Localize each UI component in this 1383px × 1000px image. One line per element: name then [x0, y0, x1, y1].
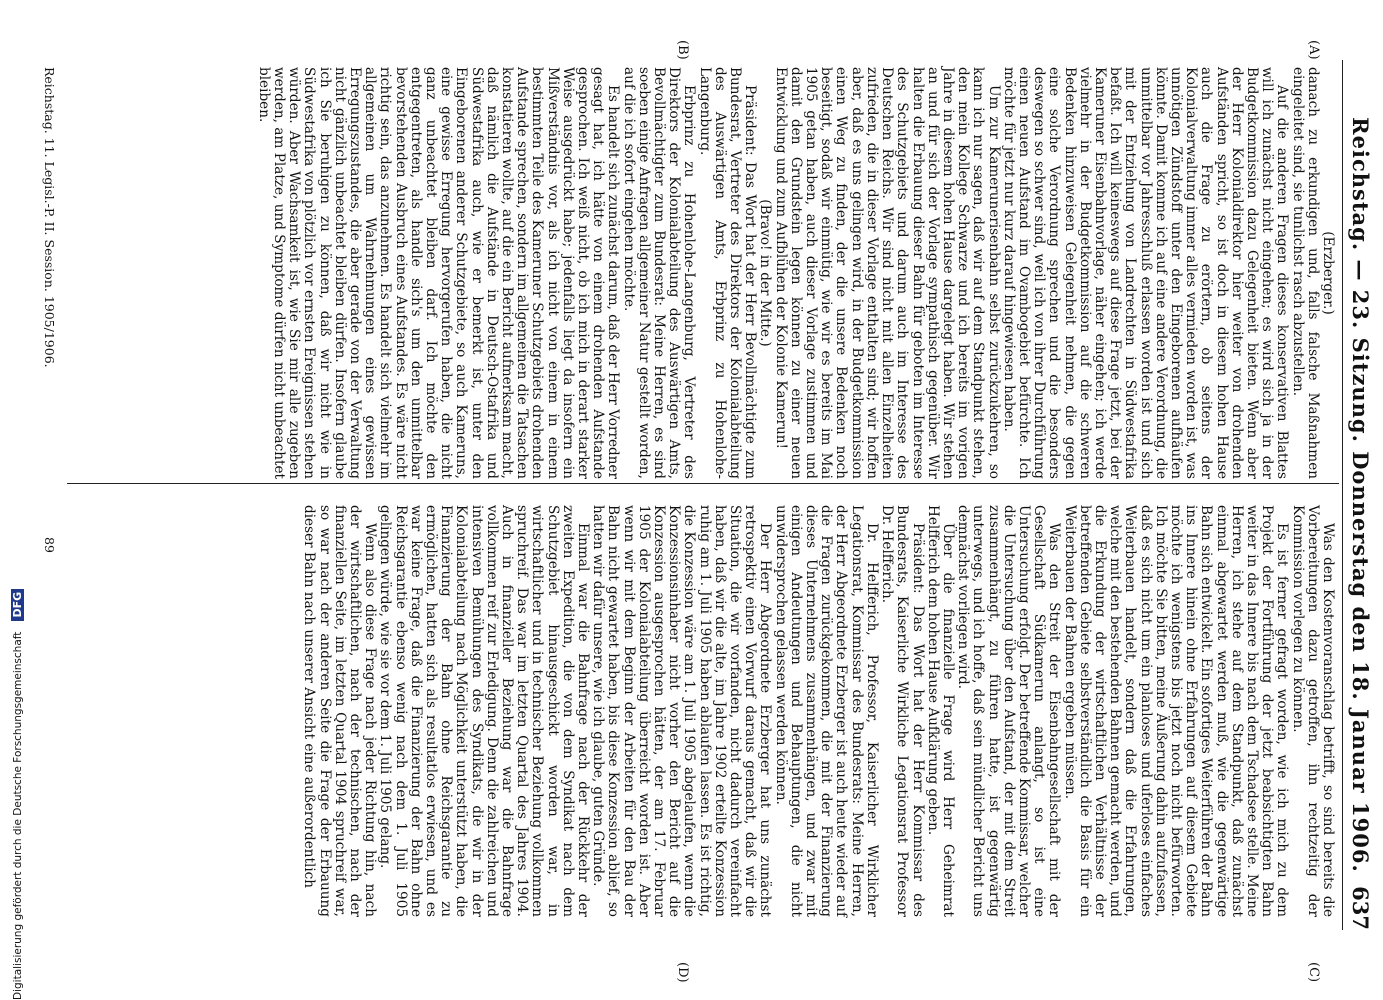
- page-number: 637: [1348, 886, 1374, 930]
- paragraph: Es ist ferner gefragt worden, wie ich mich zu dem Projekt der Fortführung der jetzt beabsichtigten Bahn weiter in das Innere bis nach dem Tschadsee stelle. Meine Herren, ich stehe auf dem Standpunkt, daß zunächst einmal abgewartet werden muß, wie die gegenwärtige Bahn sich entwickelt. Ein sofortiges Weiterführen der Bahn ins Innere hinein ohne Erfahrungen auf diesem Gebiete möchte ich wenigstens bis jetzt noch nicht befürworten. Ich möchte Sie bitten, meine Äußerung dahin aufzufassen, daß es sich nicht um ein planloses und uferloses einfaches Weiterbauen handelt, sondern daß die Erfahrungen, welche mit den bestehenden Bahnen gemacht werden, und die Erkundung der wirtschaftlichen Verhältnisse der betreffenden Gebiete selbstverständlich die Basis für ein Weiterbauen der Bahnen ergeben müssen.: [1061, 505, 1291, 917]
- paragraph: Einmal war die Bahnfrage nach der Rückkehr der zweiten Expedition, die von dem Syndikat nach dem Schutzgebiet hinausgeschickt worden war, in wirtschaftlicher und in technischer Beziehung vollkommen spruchreif. Das war im letzten Quartal des Jahres 1904. Auch in finanzieller Beziehung war die Bahnfrage vollkommen reif zur Erledigung. Denn die zahlreichen und intensiven Bemühungen des Syndikats, die wir in der Kolonialabteilung nach Möglichkeit unterstützt haben, die Finanzierung der Bahn ohne Reichsgarantie zu ermöglichen, hatten sich als resultatlos erwiesen, und es war keine Frage, daß die Finanzierung der Bahn ohne Reichsgarantie ebenso wenig nach dem 1. Juli 1905 gelingen würde, wie sie vor dem 1. Juli 1905 gelang.: [377, 505, 592, 917]
- paragraph: Auf die anderen Fragen dieses konservativen Blattes will ich zunächst nicht eingehen; es wird sich ja in der Budgetkommission dazu Gelegenheit bieten. Wenn aber der Herr Kolonialdirektor hier weiter von drohenden Aufständen spricht, so ist doch in diesem hohen Hause auch die Frage zu erörtern, ob seitens der Kolonialverwaltung immer alles vermieden worden ist, was unnötigen Zündstoff unter den Eingeborenen aufhäufen könnte. Damit komme ich auf eine andere Verordnung, die unmittelbar vor Jahresschluß erlassen worden ist und sich mit der Entziehung von Landrechten in Südwestafrika befaßt. Ich will keineswegs auf diese Frage jetzt, bei der Kameruner Eisenbahnvorlage, näher eingehen; ich werde vielmehr in der Budgetkommission auf die schweren Bedenken hinzuweisen Gelegenheit nehmen, die gegen eine solche Verordnung sprechen und die besonders deswegen so schwer sind, weil ich von ihrer Durchführung einen neuen Aufstand im Ovambogebiet befürchte. Ich möchte für jetzt nur kurz darauf hingewiesen haben.: [1000, 67, 1291, 479]
- left-column: [256, 67, 1335, 479]
- paragraph: Um zur Kamerunerisenbahn selbst zurückzukehren, so kann ich nur sagen, daß wir auf dem Standpunkt stehen, den mein Kollege Schwarze und ich bereits im vorigen Jahre in diesem hohen Hause dargelegt haben. Wir stehen an und für sich der Vorlage sympathisch gegenüber. Wir halten die Erbauung dieser Bahn für geboten im Interesse des Schutzgebiets und darum auch im Interesse des Deutschen Reichs. Wir sind nicht mit allen Einzelheiten zufrieden, die in dieser Vorlage enthalten sind; wir hoffen aber, daß es uns gelingen wird, in der Budgetkommission einen Weg zu finden, der die unsere Bedenken noch beseitigt, sodaß wir einmütig, wie wir es bereits im Mai 1905 getan haben, auch dieser Vorlage zustimmen und damit den Grundstein legen können zu einer neuen Entwicklung und zum Aufblühen der Kolonie Kamerun!: [772, 67, 1002, 479]
- footer-session: Reichstag. 11. Legisl.-P. II. Session. 1905/1906.: [42, 67, 57, 368]
- paragraph: Es handelt sich zunächst darum, daß der Herr Vorredner gesagt hat, ich hätte von einem drohenden Aufstande gesprochen. Ich weiß nicht, ob ich mich in derart starker Weise ausgedrückt habe; jedenfalls liegt da insofern ein Mißverständnis vor, als ich nicht von einem in einem bestimmten Teile des Kameruner Schutzgebiets drohenden Aufstande sprechen, sondern im allgemeinen die Tatsachen konstatieren wollte, auf die ein Bericht aufmerksam macht, daß nämlich die Aufstände in Deutsch-Ostafrika und Südwestafrika auch, wie er bemerkt ist, unter den Eingeborenen anderer Schutzgebiete, so auch Kameruns, eine gewisse Erregung hervorgerufen haben, die nicht ganz unbeachtet bleiben darf. Ich möchte den entgegentreten, als handle sich's um den unmittelbar bevorstehenden Ausbruch eines Aufstandes. Es wäre nicht richtig sein, das anzunehmen. Es handelt sich vielmehr im allgemeinen um Wahrnehmungen eines gewissen Erregungszustandes, die aber gerade von der Verwaltung nicht gänzlich unbeachtet bleiben dürfen. Insofern glaube ich Sie beruhigen zu können, daß wir nicht wie in Südwestafrika von plötzlich vor ernsten Ereignissen stehen würden. Aber Wachsamkeit ist, wie Sie mir alle zugeben werden, am Platze, und Symptome dürfen nicht unbeachtet bleiben.: [255, 67, 622, 480]
- paragraph: danach zu erkundigen und, falls falsche Maßnahmen eingeleitet sind, sie tunlichst rasch abzustellen.: [1289, 67, 1321, 479]
- margin-marker-b: (B): [675, 40, 690, 60]
- digitization-credit: [6, 0, 25, 1000]
- page-header: [1347, 60, 1375, 930]
- margin-marker-c: (C): [1306, 962, 1321, 983]
- paragraph: Erbprinz zu Hohenlohe-Langenburg, Vertreter des Direktors der Kolonialabteilung des Auswärtigen Amts, Bevollmächtigter zum Bundesrat: Meine Herren, es sind soeben einige Anfragen allgemeiner Natur gestellt worden, auf die ich sofort eingehen möchte.: [620, 67, 698, 479]
- paragraph: Wenn also diese Frage nach jeder Richtung hin, nach der wirtschaftlichen, nach der technischen, nach der finanziellen Seite, im letzten Quartal 1904 spruchreif war, so war nach der anderen Seite die Frage der Erbauung dieser Bahn nach unserer Ansicht eine außerordentlich: [301, 505, 379, 917]
- footer-page-number: 89: [42, 537, 57, 553]
- header-rule: [1342, 60, 1343, 930]
- page-footer: [42, 67, 57, 553]
- paragraph: Präsident: Das Wort hat der Herr Kommissar des Bundesrats, Kaiserliche Wirkliche Legationsrat Professor Dr. Helfferich.: [879, 505, 926, 917]
- margin-marker-d: (D): [675, 962, 690, 983]
- right-column: [301, 505, 1335, 917]
- paragraph: Präsident: Das Wort hat der Herr Bevollmächtigte zum Bundesrat, Vertreter des Direktors der Kolonialabteilung des Auswärtigen Amts, Erbprinz zu Hohenlohe-Langenburg.: [696, 67, 759, 479]
- speaker-label: (Erzberger.): [1320, 231, 1336, 315]
- credit-text: Digitalisierung gefördert durch die Deutsche Forschungsgemeinschaft: [12, 631, 24, 1000]
- paragraph: Dr. Helfferich, Professor, Kaiserlicher Wirklicher Legationsrat, Kommissar des Bundesrats: Meine Herren, der Herr Abgeordnete Erzberger ist auch heute wieder auf die Fragen zurückgekommen, die mit der Finanzierung dieses Unternehmens zusammenhängen, und zwar mit einigen Andeutungen und Behauptungen, die nicht unwidersprochen gelassen werden können.: [772, 505, 880, 917]
- paragraph: Der Herr Abgeordnete Erzberger hat uns zunächst retrospektiv einen Vorwurf daraus gemacht, daß wir die Situation, die wir vorfanden, nicht dadurch vereinfacht haben, daß wir die alte, im Jahre 1902 erteilte Konzession ruhig am 1. Juli 1905 haben ablaufen lassen. Es ist richtig, die Konzession wäre am 1. Juli 1905 abgelaufen, wenn die Konzessionsinhaber nicht vorher den Bericht auf die Konzession ausgesprochen hätten, der am 17. Februar 1905 der Kolonialabteilung überreicht worden ist. Aber wenn wir mit dem Beginn der Arbeiten für den Bau der Bahn nicht gewartet haben, bis diese Konzession ablief, so hatten wir dafür unsere, wie ich glaube, guten Gründe.: [590, 505, 774, 917]
- dfg-logo: DFG: [11, 589, 24, 621]
- paragraph: Über die finanzielle Frage wird Herr Geheimrat Helfferich dem hohen Hause Aufklärung geben.: [924, 505, 956, 917]
- paragraph: Was den Kostenvoranschlag betrifft, so sind bereits die Vorbereitungen dazu getroffen, ihn rechtzeitig der Kommission vorlegen zu können.: [1289, 505, 1336, 917]
- column-separator: [67, 483, 1339, 484]
- page-title: Reichstag. — 23. Sitzung. Donnerstag den 18. Januar 1906.: [1348, 117, 1374, 873]
- paragraph: Was den Streit der Eisenbahngesellschaft mit der Gesellschaft Südkamerun anlangt, so ist eine Untersuchung erfolgt. Der betreffende Kommissar, welcher die Untersuchung über den Aufstand, der mit dem Streit zusammenhängt, zu führen hatte, ist gegenwärtig unterwegs, und ich hoffe, daß sein mündlicher Bericht uns demnächst vorliegen wird.: [955, 505, 1063, 917]
- applause-note: (Bravo! in der Mitte.): [757, 199, 774, 347]
- margin-marker-a: (A): [1306, 40, 1321, 60]
